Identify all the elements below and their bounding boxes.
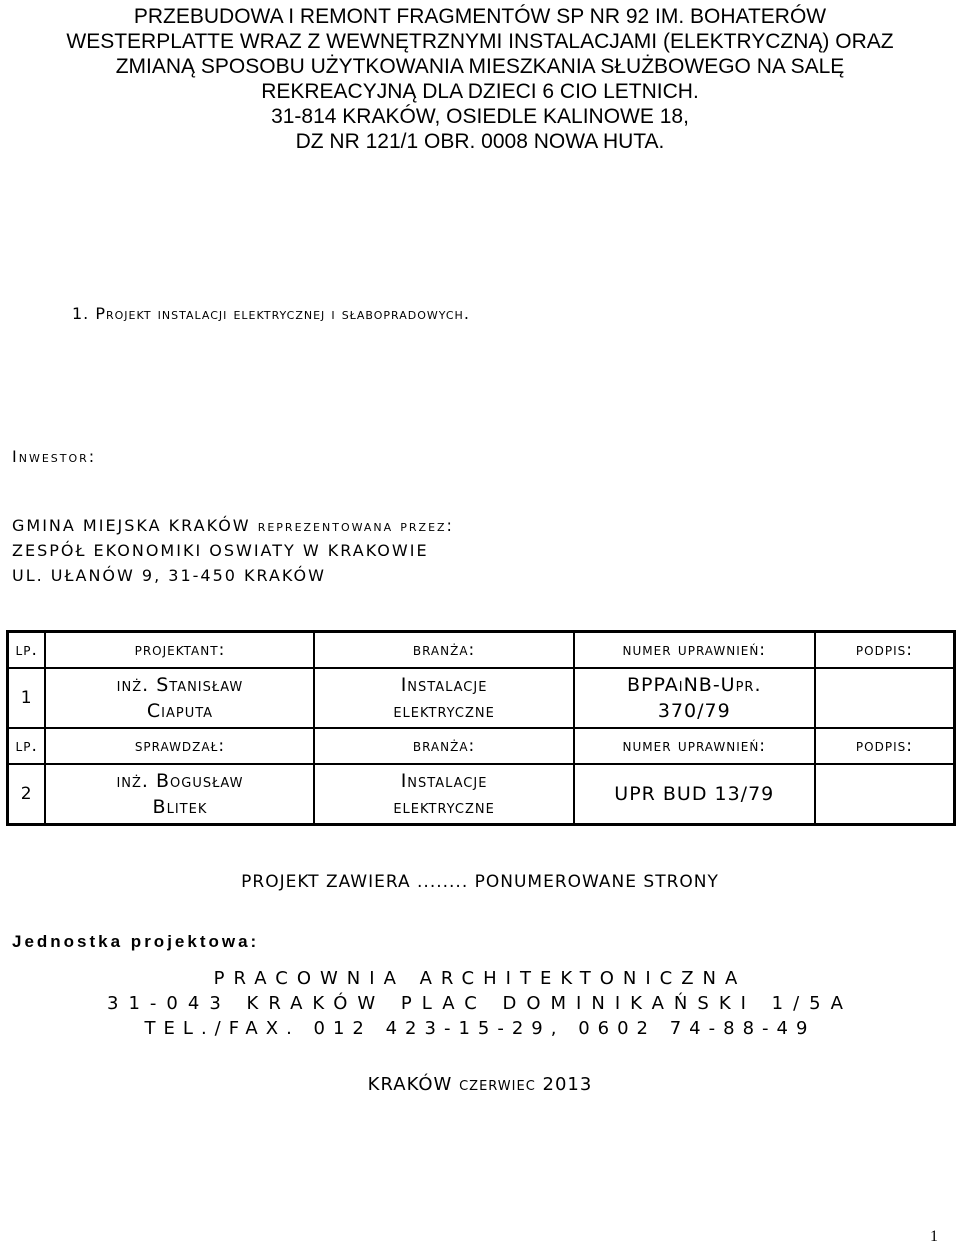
title-line: REKREACYJNĄ DLA DZIECI 6 CIO LETNICH. — [261, 80, 699, 103]
title-line: DZ NR 121/1 OBR. 0008 NOWA HUTA. — [295, 130, 665, 153]
table-header-row — [8, 632, 955, 669]
cell-license-number — [574, 668, 815, 728]
investor-represented: reprezentowana przez: — [257, 516, 454, 535]
table-header-row — [8, 728, 955, 764]
design-unit-name: PRACOWNIA ARCHITEKTONICZNA — [213, 968, 747, 989]
header-branch: branża: — [314, 728, 573, 764]
cell-designer-name — [45, 668, 314, 728]
design-unit-block — [0, 966, 960, 1041]
branch-line: elektryczne — [393, 796, 495, 818]
table-row — [8, 764, 955, 825]
header-branch: branża: — [314, 632, 573, 669]
number-line: BPPAiNB-Upr. — [627, 674, 762, 696]
investor-line-1 — [12, 513, 454, 538]
branch-line: Instalacje — [400, 770, 488, 792]
header-license-number: numer uprawnień: — [574, 728, 815, 764]
header-license-number: numer uprawnień: — [574, 632, 815, 669]
cell-checker-name — [45, 764, 314, 825]
title-line: PRZEBUDOWA I REMONT FRAGMENTÓW SP NR 92 IM. BOHATERÓW — [133, 5, 827, 28]
cell-branch — [314, 764, 573, 825]
name-line: inż. Bogusław — [116, 770, 244, 792]
investor-name: GMINA MIEJSKA KRAKÓW — [12, 516, 251, 535]
page-count-note: PROJEKT ZAWIERA ........ PONUMEROWANE STRONY — [241, 872, 719, 892]
branch-line: Instalacje — [400, 674, 488, 696]
cell-license-number: UPR BUD 13/79 — [574, 764, 815, 825]
investor-line-3: UL. UŁANÓW 9, 31-450 KRAKÓW — [12, 566, 326, 585]
header-signature: podpis: — [815, 632, 955, 669]
investor-block — [12, 513, 454, 588]
date: czerwiec 2013 — [459, 1074, 593, 1095]
header-lp: lp. — [8, 728, 46, 764]
header-designer: projektant: — [45, 632, 314, 669]
branch-line: elektryczne — [393, 700, 495, 722]
place-date — [0, 1074, 960, 1095]
name-line: inż. Stanisław — [116, 674, 244, 696]
cell-lp: 1 — [8, 668, 46, 728]
name-line: Ciaputa — [146, 700, 214, 722]
design-unit-address: 31-043 KRAKÓW PLAC DOMINIKAŃSKI 1/5A — [107, 993, 853, 1014]
header-lp: lp. — [8, 632, 46, 669]
cell-signature — [815, 668, 955, 728]
team-table — [6, 630, 956, 826]
name-line: Blitek — [152, 796, 208, 818]
cell-branch — [314, 668, 573, 728]
table-row — [8, 668, 955, 728]
header-checker: sprawdzał: — [45, 728, 314, 764]
page-number: 1 — [930, 1228, 938, 1245]
investor-line-2: ZESPÓŁ EKONOMIKI OSWIATY W KRAKOWIE — [12, 541, 429, 560]
investor-label: Inwestor: — [12, 447, 97, 466]
project-title: 1. Projekt instalacji elektrycznej i słabopradowych. — [72, 304, 470, 323]
number-line: 370/79 — [657, 700, 731, 722]
title-line: WESTERPLATTE WRAZ Z WEWNĘTRZNYMI INSTALACJAMI (ELEKTRYCZNĄ) ORAZ — [66, 30, 894, 53]
cell-lp: 2 — [8, 764, 46, 825]
place: KRAKÓW — [367, 1074, 453, 1095]
document-title — [20, 4, 940, 154]
title-line: 31-814 KRAKÓW, OSIEDLE KALINOWE 18, — [271, 105, 689, 128]
design-unit-phone: TEL./FAX. 012 423-15-29, 0602 74-88-49 — [144, 1018, 816, 1039]
cell-signature — [815, 764, 955, 825]
design-unit-label: Jednostka projektowa: — [12, 932, 260, 951]
header-signature: podpis: — [815, 728, 955, 764]
title-line: ZMIANĄ SPOSOBU UŻYTKOWANIA MIESZKANIA SŁUŻBOWEGO NA SALĘ — [115, 55, 845, 78]
